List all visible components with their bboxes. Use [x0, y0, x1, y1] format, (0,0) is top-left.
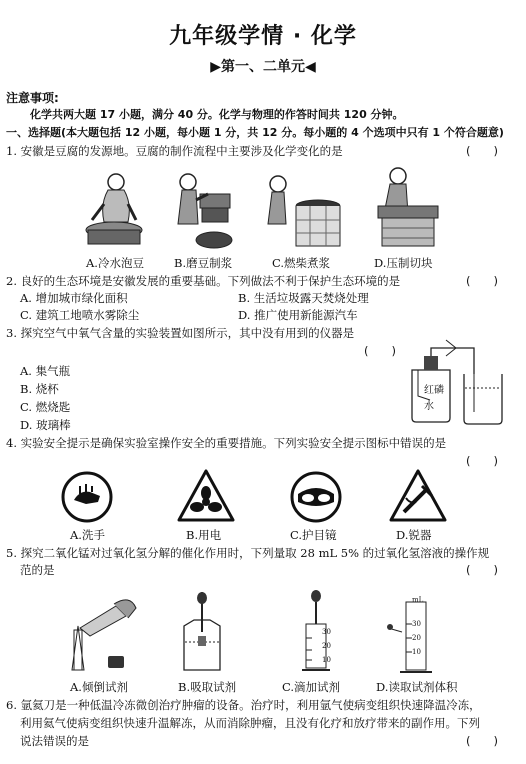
q1-option-b: B.磨豆制浆 [174, 256, 233, 270]
q4-option-a: A.洗手 [70, 528, 105, 542]
q6-line1: 6. 氩氦刀是一种低温冷冻微创治疗肿瘤的设备。治疗时，利用氩气使病变组织快速降温冷冻， [6, 698, 481, 712]
q4-option-b: B.用电 [186, 528, 222, 542]
q3-option-a: A. 集气瓶 [20, 364, 71, 378]
q2-option-a: A. 增加城市绿化面积 [20, 291, 128, 305]
q2-option-b: B. 生活垃圾露天焚烧处理 [238, 291, 369, 305]
sharp-object-safety-icon [388, 468, 448, 524]
q1-option-c: C.燃柴煮浆 [272, 256, 331, 270]
q6-paren: ( ) [466, 734, 498, 748]
pouring-reagent-illustration [60, 590, 140, 674]
q5-option-d: D.读取试剂体积 [376, 680, 458, 694]
triangle-right-icon: ▶ [210, 59, 221, 75]
oxygen-experiment-apparatus [404, 340, 508, 428]
notice-heading: 注意事项: [6, 91, 59, 105]
soaking-beans-illustration [78, 164, 148, 254]
goggles-safety-icon [288, 470, 344, 524]
q3-stem: 3. 探究空气中氧气含量的实验装置如图所示，其中没有用到的仪器是 [6, 326, 355, 340]
section1-heading: 一、选择题(本大题包括 12 小题，每小题 1 分，共 12 分。每小题的 4 个选项中只有 1 个符合题意) [6, 126, 504, 139]
q5-c-tick-30: 30 [322, 628, 331, 636]
q2-option-c: C. 建筑工地喷水雾除尘 [20, 308, 140, 322]
q3-option-b: B. 烧杯 [20, 382, 59, 396]
unit-label: 第一、二单元 [221, 59, 305, 75]
drawing-reagent-illustration [176, 592, 228, 674]
q5-stem-line1: 5. 探究二氧化锰对过氧化氢分解的催化作用时，下列量取 28 mL 5% 的过氧化氢溶液的操作规 [6, 546, 490, 560]
q3-option-c: C. 燃烧匙 [20, 400, 71, 414]
q3-paren: ( ) [364, 344, 396, 358]
q3-option-d: D. 玻璃棒 [20, 418, 71, 432]
boiling-pulp-illustration [260, 170, 340, 254]
q5-c-tick-10: 10 [322, 656, 331, 664]
q1-option-d: D.压制切块 [374, 256, 433, 270]
q2-paren: ( ) [466, 274, 498, 288]
q6-line2: 利用氦气使病变组织快速升温解冻，从而消除肿瘤，且没有化疗和放疗带来的副作用。下列 [20, 716, 480, 730]
q1-paren: ( ) [466, 144, 498, 158]
q5-d-tick-30: 30 [412, 620, 421, 628]
q1-stem: 1. 安徽是豆腐的发源地。豆腐的制作流程中主要涉及化学变化的是 [6, 144, 343, 158]
grinding-beans-illustration [168, 164, 238, 254]
q5-d-unit: mL [412, 596, 424, 604]
q5-paren: ( ) [466, 563, 498, 577]
notice-text: 化学共两大题 17 小题，满分 40 分。化学与物理的作答时间共 120 分钟。 [30, 108, 404, 121]
q2-stem: 2. 良好的生态环境是安徽发展的重要基础。下列做法不利于保护生态环境的是 [6, 274, 401, 288]
page-title: 九年级学情 · 化学 [169, 24, 357, 49]
q5-d-tick-10: 10 [412, 648, 421, 656]
q3-label-phosphorus: 红磷 [424, 385, 444, 396]
q4-option-c: C.护目镜 [290, 528, 337, 542]
q5-stem-line2: 范的是 [20, 563, 55, 577]
triangle-left-icon: ◀ [305, 59, 316, 75]
q5-option-b: B.吸取试剂 [178, 680, 237, 694]
hand-wash-safety-icon [60, 470, 114, 524]
electricity-safety-icon [176, 468, 236, 524]
q5-option-c: C.滴加试剂 [282, 680, 341, 694]
q4-paren: ( ) [466, 454, 498, 468]
q2-option-d: D. 推广使用新能源汽车 [238, 308, 358, 322]
q5-option-a: A.倾倒试剂 [70, 680, 128, 694]
q4-stem: 4. 实验安全提示是确保实验室操作安全的重要措施。下列实验安全提示图标中错误的是 [6, 436, 447, 450]
q6-line3: 说法错误的是 [20, 734, 89, 748]
q5-d-tick-20: 20 [412, 634, 421, 642]
q1-option-a: A.冷水泡豆 [86, 256, 144, 270]
q3-label-water: 水 [424, 401, 434, 412]
q4-option-d: D.锐器 [396, 528, 432, 542]
pressing-tofu-illustration [360, 162, 440, 254]
q5-c-tick-20: 20 [322, 642, 331, 650]
unit-banner [0, 58, 526, 77]
